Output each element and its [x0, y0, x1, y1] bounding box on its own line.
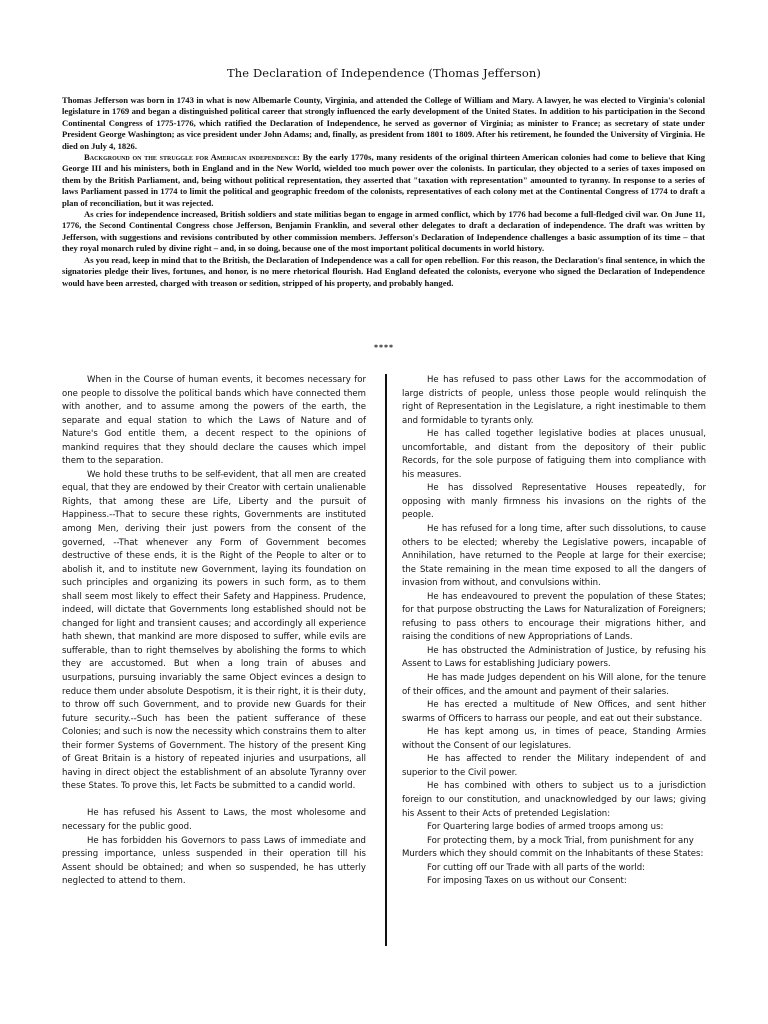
- preamble-paragraph: When in the Course of human events, it becomes necessary for one people to dissolve the political bands which have connected them with another, and to assume among the powers of the earth, the separate and equal station to which the Laws of Nature and of Nature's God entitle them, a decent respect to the opinions of mankind requires that they should declare the causes which impel them to the separation.: [62, 375, 366, 467]
- column-divider: [385, 374, 387, 946]
- intro-paragraph-biography: Thomas Jefferson was born in 1743 in what is now Albemarle County, Virginia, and attended the College of William and Mary. A lawyer, he was elected to Virginia's colonial legislature in 1769 and began a distinguished political career that strongly influenced the early development of the United States. In addition to his participation in the Second Continental Congress of 1775-1776, which ratified the Declaration of Independence, he served as governor of Virginia; as minister to France; as secretary of state under President George Washington; as vice president under John Adams; and, finally, as president from 1801 to 1809. After his retirement, he founded the University of Virginia. He died on July 4, 1826.: [62, 95, 705, 151]
- charge-line: For cutting off our Trade with all parts of the world:: [427, 862, 646, 873]
- section-separator: ****: [374, 343, 394, 352]
- grievance-paragraph: He has erected a multitude of New Offices, and sent hither swarms of Officers to harrass our people, and eat out their substance.: [402, 700, 706, 724]
- grievance-paragraph: He has refused to pass other Laws for the accommodation of large districts of people, unless those people would relinquish the right of Representation in the Legislature, a right inestimable to them and formidable to tyrants only.: [402, 375, 706, 426]
- page-title: The Declaration of Independence (Thomas Jefferson): [227, 66, 541, 80]
- grievance-paragraph: He has called together legislative bodies at places unusual, uncomfortable, and distant from the depository of their public Records, for the sole purpose of fatiguing them into compliance with his measures.: [402, 429, 706, 480]
- charge-line: For Quartering large bodies of armed troops among us:: [427, 822, 664, 833]
- intro-paragraph-background: [62, 152, 705, 209]
- background-heading: Background on the struggle for American independence:: [84, 152, 300, 163]
- grievance-paragraph: He has refused for a long time, after such dissolutions, to cause others to be elected; whereby the Legislative powers, incapable of Annihilation, have returned to the People at large for their exercise; the State remaining in the mean time exposed to all the dangers of invasion from without, and convulsions within.: [402, 524, 706, 589]
- right-column: [402, 374, 706, 889]
- introduction: [62, 95, 705, 289]
- grievance-paragraph: He has dissolved Representative Houses repeatedly, for opposing with manly firmness his invasions on the rights of the people.: [402, 483, 706, 521]
- left-column: [62, 374, 366, 889]
- grievance-paragraph: He has endeavoured to prevent the population of these States; for that purpose obstructing the Laws for Naturalization of Foreigners; refusing to pass others to encourage their migrations hither, and raising the conditions of new Appropriations of Lands.: [402, 591, 706, 643]
- charge-line: For imposing Taxes on us without our Consent:: [427, 876, 627, 887]
- charge-line: For protecting them, by a mock Trial, from punishment for any Murders which they should commit on the Inhabitants of these States:: [402, 835, 704, 860]
- grievance-paragraph: He has affected to render the Military independent of and superior to the Civil power.: [402, 754, 706, 778]
- grievance-paragraph: He has obstructed the Administration of Justice, by refusing his Assent to Laws for establishing Judiciary powers.: [402, 645, 706, 670]
- grievance-paragraph: He has refused his Assent to Laws, the most wholesome and necessary for the public good.: [62, 808, 366, 832]
- grievance-paragraph: He has forbidden his Governors to pass Laws of immediate and pressing importance, unless suspended in their operation till his Assent should be obtained; and when so suspended, he has utterly neglected to attend to them.: [62, 835, 366, 887]
- grievance-paragraph: He has kept among us, in times of peace, Standing Armies without the Consent of our legislatures.: [402, 727, 706, 751]
- intro-paragraph-drafting: As cries for independence increased, British soldiers and state militias began to engage in armed conflict, which by 1776 had become a full-fledged civil war. On June 11, 1776, the Second Continental Congress chose Jefferson, Benjamin Franklin, and several other delegates to draft a declaration of independence. The draft was written by Jefferson, with suggestions and revisions contributed by other commission members. Jefferson's Declaration of Independence challenges a basic assumption of its time – that they royal monarch ruled by divine right – and, in so doing, because one of the most important political documents in world history.: [62, 209, 705, 254]
- self-evident-truths-paragraph: We hold these truths to be self-evident, that all men are created equal, that they are endowed by their Creator with certain unalienable Rights, that among these are Life, Liberty and the pursuit of Happiness.--That to secure these rights, Governments are instituted among Men, deriving their just powers from the consent of the governed, --That whenever any Form of Government becomes destructive of these ends, it is the Right of the People to alter or to abolish it, and to institute new Government, laying its foundation on such principles and organizing its powers in such form, as to them shall seem most likely to effect their Safety and Happiness. Prudence, indeed, will dictate that Governments long established should not be changed for light and transient causes; and accordingly all experience hath shewn, that mankind are more disposed to suffer, while evils are sufferable, than to right themselves by abolishing the forms to which they are accustomed. But when a long train of abuses and usurpations, pursuing invariably the same Object evinces a design to reduce them under absolute Despotism, it is their right, it is their duty, to throw off such Government, and to provide new Guards for their future security.--Such has been the patient sufferance of these Colonies; and such is now the necessity which constrains them to alter their former Systems of Government. The history of the present King of Great Britain is a history of repeated injuries and usurpations, all having in direct object the establishment of an absolute Tyranny over these States. To prove this, let Facts be submitted to a candid world.: [62, 469, 366, 792]
- background-body: By the early 1770s, many residents of the original thirteen American colonies had come to believe that King George III and his ministers, both in England and in the New World, wielded too much power over the colonists. In particular, they objected to a series of taxes imposed on them by the British Parliament, and, being without political representation, they asserted that "taxation with representation" amounted to tyranny. In response to a series of laws Parliament passed in 1774 to limit the political and geographic freedom of the colonists, representatives of each colony met at the Continental Congress of 1774 to draft a plan of reconciliation, but it was rejected.: [62, 152, 705, 208]
- grievance-paragraph: He has combined with others to subject us to a jurisdiction foreign to our constitution, and unacknowledged by our laws; giving his Assent to their Acts of pretended Legislation:: [402, 781, 706, 819]
- grievance-paragraph: He has made Judges dependent on his Will alone, for the tenure of their offices, and the amount and payment of their salaries.: [402, 673, 706, 697]
- intro-paragraph-rebellion: As you read, keep in mind that to the British, the Declaration of Independence was a call for open rebellion. For this reason, the Declaration's final sentence, in which the signatories pledge their lives, fortunes, and honor, is no mere rhetorical flourish. Had England defeated the colonists, everyone who signed the Declaration of Independence would have been arrested, charged with treason or sedition, stripped of his property, and probably hanged.: [62, 254, 705, 288]
